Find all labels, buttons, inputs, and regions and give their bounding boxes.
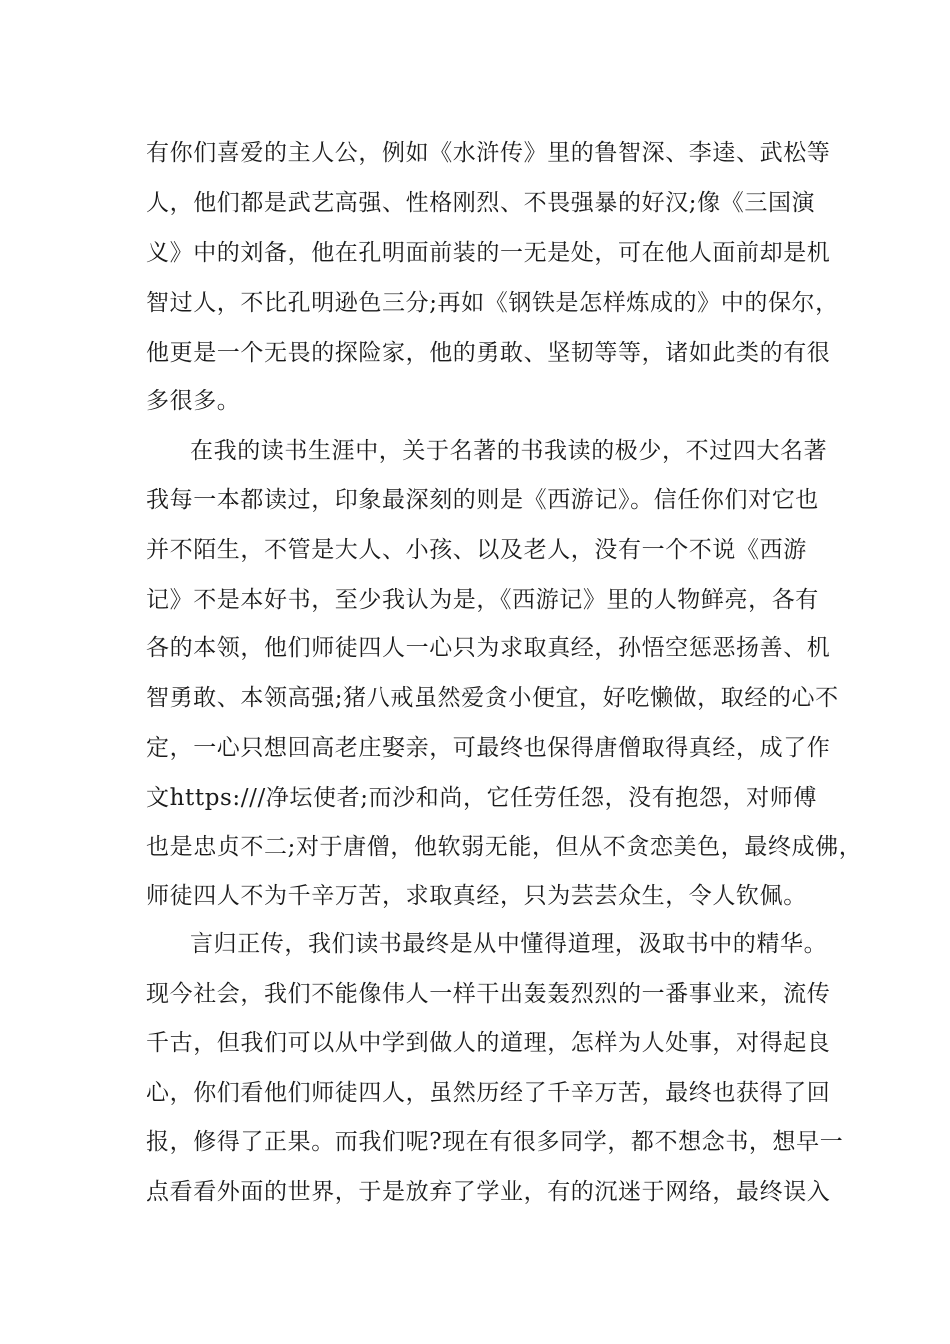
text-line: 也是忠贞不二;对于唐僧，他软弱无能，但从不贪恋美色，最终成佛， xyxy=(146,834,863,860)
text-line: 有你们喜爱的主人公，例如《水浒传》里的鲁智深、李逵、武松等 xyxy=(146,140,831,166)
text-line: 人，他们都是武艺高强、性格刚烈、不畏强暴的好汉;像《三国演 xyxy=(146,190,816,216)
text-line: 心，你们看他们师徒四人，虽然历经了千辛万苦，最终也获得了回 xyxy=(146,1080,831,1106)
text-line: 文https:///净坛使者;而沙和尚，它任劳任怨，没有抱怨，对师傅 xyxy=(146,785,817,811)
text-line: 他更是一个无畏的探险家，他的勇敢、坚韧等等，诸如此类的有很 xyxy=(146,340,831,366)
text-line: 智过人，不比孔明逊色三分;再如《钢铁是怎样炼成的》中的保尔， xyxy=(146,290,839,316)
text-line: 记》不是本好书，至少我认为是，《西游记》里的人物鲜亮，各有 xyxy=(146,587,819,613)
text-line: 我每一本都读过，印象最深刻的则是《西游记》。信任你们对它也 xyxy=(146,487,819,513)
text-line: 义》中的刘备，他在孔明面前装的一无是处，可在他人面前却是机 xyxy=(146,240,831,266)
text-line: 多很多。 xyxy=(146,388,241,414)
text-line: 点看看外面的世界，于是放弃了学业，有的沉迷于网络，最终误入 xyxy=(146,1179,831,1205)
text-line: 师徒四人不为千辛万苦，求取真经，只为芸芸众生，令人钦佩。 xyxy=(146,883,807,909)
paragraph-first-line: 在我的读书生涯中，关于名著的书我读的极少，不过四大名著 xyxy=(190,438,828,464)
text-line: 各的本领，他们师徒四人一心只为求取真经，孙悟空惩恶扬善、机 xyxy=(146,635,831,661)
text-line: 千古，但我们可以从中学到做人的道理，怎样为人处事，对得起良 xyxy=(146,1030,831,1056)
text-line: 报，修得了正果。而我们呢?现在有很多同学，都不想念书，想早一 xyxy=(146,1129,844,1155)
text-line: 现今社会，我们不能像伟人一样干出轰轰烈烈的一番事业来，流传 xyxy=(146,981,831,1007)
text-line: 定，一心只想回高老庄娶亲，可最终也保得唐僧取得真经，成了作 xyxy=(146,735,831,761)
text-line: 智勇敢、本领高强;猪八戒虽然爱贪小便宜，好吃懒做，取经的心不 xyxy=(146,685,839,711)
paragraph-first-line: 言归正传，我们读书最终是从中懂得道理，汲取书中的精华。 xyxy=(190,931,828,957)
text-line: 并不陌生，不管是大人、小孩、以及老人，没有一个不说《西游 xyxy=(146,537,807,563)
